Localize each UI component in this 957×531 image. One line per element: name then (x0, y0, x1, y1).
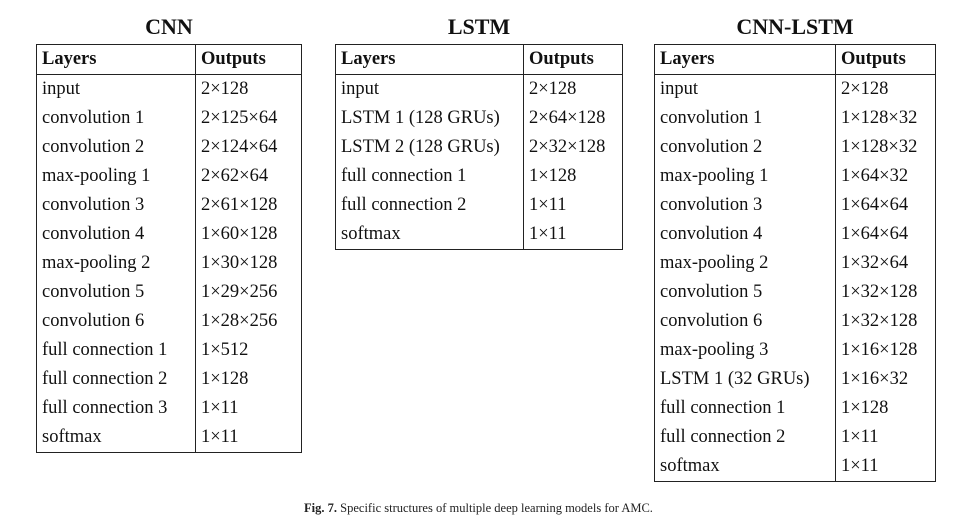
layer-cell: max-pooling 1 (655, 162, 836, 191)
table-row (336, 191, 623, 220)
output-cell: 1×60×128 (201, 224, 278, 244)
figure-label: Fig. 7. (304, 501, 338, 515)
output-cell: 2×32×128 (529, 137, 606, 157)
table-row (655, 423, 936, 452)
outputs-header: Outputs (524, 45, 623, 75)
table-row (37, 394, 302, 423)
table-row (37, 365, 302, 394)
layer-cell: convolution 1 (655, 104, 836, 133)
layer-cell: input (37, 75, 196, 105)
layer-cell: full connection 2 (655, 423, 836, 452)
layer-cell: convolution 2 (655, 133, 836, 162)
table-row (37, 133, 302, 162)
table-row (655, 452, 936, 482)
layer-cell: convolution 5 (655, 278, 836, 307)
output-cell: 1×11 (529, 224, 567, 244)
layer-cell: max-pooling 2 (37, 249, 196, 278)
layer-cell: LSTM 1 (128 GRUs) (336, 104, 524, 133)
output-cell: 2×62×64 (201, 166, 269, 186)
cnn-lstm-table-body (655, 75, 936, 482)
output-cell: 1×32×64 (841, 253, 909, 273)
cnn-title: CNN (145, 14, 193, 39)
table-row (336, 75, 623, 105)
layer-cell: convolution 3 (37, 191, 196, 220)
table-row (37, 191, 302, 220)
table-row (37, 75, 302, 105)
output-cell: 1×11 (841, 427, 879, 447)
cnn-lstm-panel (654, 14, 936, 482)
outputs-header: Outputs (836, 45, 936, 75)
layer-cell: convolution 6 (37, 307, 196, 336)
table-row (655, 220, 936, 249)
output-cell: 1×128×32 (841, 137, 918, 157)
layer-cell: input (336, 75, 524, 105)
output-cell: 1×128 (201, 369, 249, 389)
output-cell: 2×128 (201, 79, 249, 99)
lstm-table-header (336, 45, 623, 75)
table-row (655, 249, 936, 278)
cnn-table-header (37, 45, 302, 75)
table-row (37, 220, 302, 249)
output-cell: 1×16×128 (841, 340, 918, 360)
output-cell: 1×30×128 (201, 253, 278, 273)
layer-cell: LSTM 2 (128 GRUs) (336, 133, 524, 162)
output-cell: 1×11 (201, 427, 239, 447)
layer-cell: input (655, 75, 836, 105)
output-cell: 1×28×256 (201, 311, 278, 331)
layer-cell: full connection 3 (37, 394, 196, 423)
output-cell: 1×32×128 (841, 311, 918, 331)
table-row (37, 249, 302, 278)
layer-cell: LSTM 1 (32 GRUs) (655, 365, 836, 394)
output-cell: 1×16×32 (841, 369, 909, 389)
table-row (37, 278, 302, 307)
cnn-panel (36, 14, 302, 453)
table-row (655, 278, 936, 307)
output-cell: 1×29×256 (201, 282, 278, 302)
table-row (655, 394, 936, 423)
cnn-lstm-table (654, 44, 936, 482)
layer-cell: convolution 4 (655, 220, 836, 249)
layer-cell: softmax (336, 220, 524, 250)
cnn-table-body (37, 75, 302, 453)
table-row (655, 365, 936, 394)
output-cell: 1×64×32 (841, 166, 909, 186)
cnn-lstm-title: CNN-LSTM (736, 14, 854, 39)
layer-cell: full connection 2 (37, 365, 196, 394)
layer-cell: convolution 1 (37, 104, 196, 133)
layer-cell: full connection 2 (336, 191, 524, 220)
layers-header: Layers (336, 45, 524, 75)
output-cell: 2×128 (529, 79, 577, 99)
output-cell: 1×64×64 (841, 195, 909, 215)
table-row (37, 162, 302, 191)
layer-cell: max-pooling 1 (37, 162, 196, 191)
cnn-lstm-table-header (655, 45, 936, 75)
cnn-table (36, 44, 302, 453)
output-cell: 1×128×32 (841, 108, 918, 128)
layer-cell: convolution 4 (37, 220, 196, 249)
header-row (655, 45, 936, 75)
table-row (37, 336, 302, 365)
table-row (37, 104, 302, 133)
table-row (655, 75, 936, 105)
layer-cell: convolution 2 (37, 133, 196, 162)
table-row (655, 307, 936, 336)
layer-cell: max-pooling 3 (655, 336, 836, 365)
layer-cell: full connection 1 (655, 394, 836, 423)
output-cell: 1×32×128 (841, 282, 918, 302)
layer-cell: convolution 6 (655, 307, 836, 336)
layer-cell: convolution 3 (655, 191, 836, 220)
header-row (336, 45, 623, 75)
table-row (336, 220, 623, 250)
layer-cell: max-pooling 2 (655, 249, 836, 278)
table-row (37, 307, 302, 336)
layer-cell: full connection 1 (37, 336, 196, 365)
output-cell: 1×64×64 (841, 224, 909, 244)
lstm-title: LSTM (447, 14, 511, 39)
table-row (655, 133, 936, 162)
output-cell: 1×128 (529, 166, 577, 186)
layers-header: Layers (37, 45, 196, 75)
header-row (37, 45, 302, 75)
table-row (655, 336, 936, 365)
output-cell: 2×125×64 (201, 108, 278, 128)
outputs-header: Outputs (196, 45, 302, 75)
output-cell: 2×124×64 (201, 137, 278, 157)
table-row (336, 104, 623, 133)
output-cell: 1×512 (201, 340, 249, 360)
layers-header: Layers (655, 45, 836, 75)
table-row (655, 162, 936, 191)
table-row (655, 191, 936, 220)
figure-caption-text: Specific structures of multiple deep learning models for AMC. (340, 501, 653, 515)
layer-cell: full connection 1 (336, 162, 524, 191)
output-cell: 2×61×128 (201, 195, 278, 215)
output-cell: 2×64×128 (529, 108, 606, 128)
lstm-table (335, 44, 623, 250)
lstm-panel (335, 14, 623, 250)
lstm-table-body (336, 75, 623, 250)
table-row (336, 162, 623, 191)
figure-caption (0, 501, 957, 516)
table-row (336, 133, 623, 162)
layer-cell: softmax (37, 423, 196, 453)
layer-cell: softmax (655, 452, 836, 482)
output-cell: 1×128 (841, 398, 889, 418)
output-cell: 2×128 (841, 79, 889, 99)
output-cell: 1×11 (841, 456, 879, 476)
layer-cell: convolution 5 (37, 278, 196, 307)
table-row (37, 423, 302, 453)
output-cell: 1×11 (201, 398, 239, 418)
output-cell: 1×11 (529, 195, 567, 215)
table-row (655, 104, 936, 133)
